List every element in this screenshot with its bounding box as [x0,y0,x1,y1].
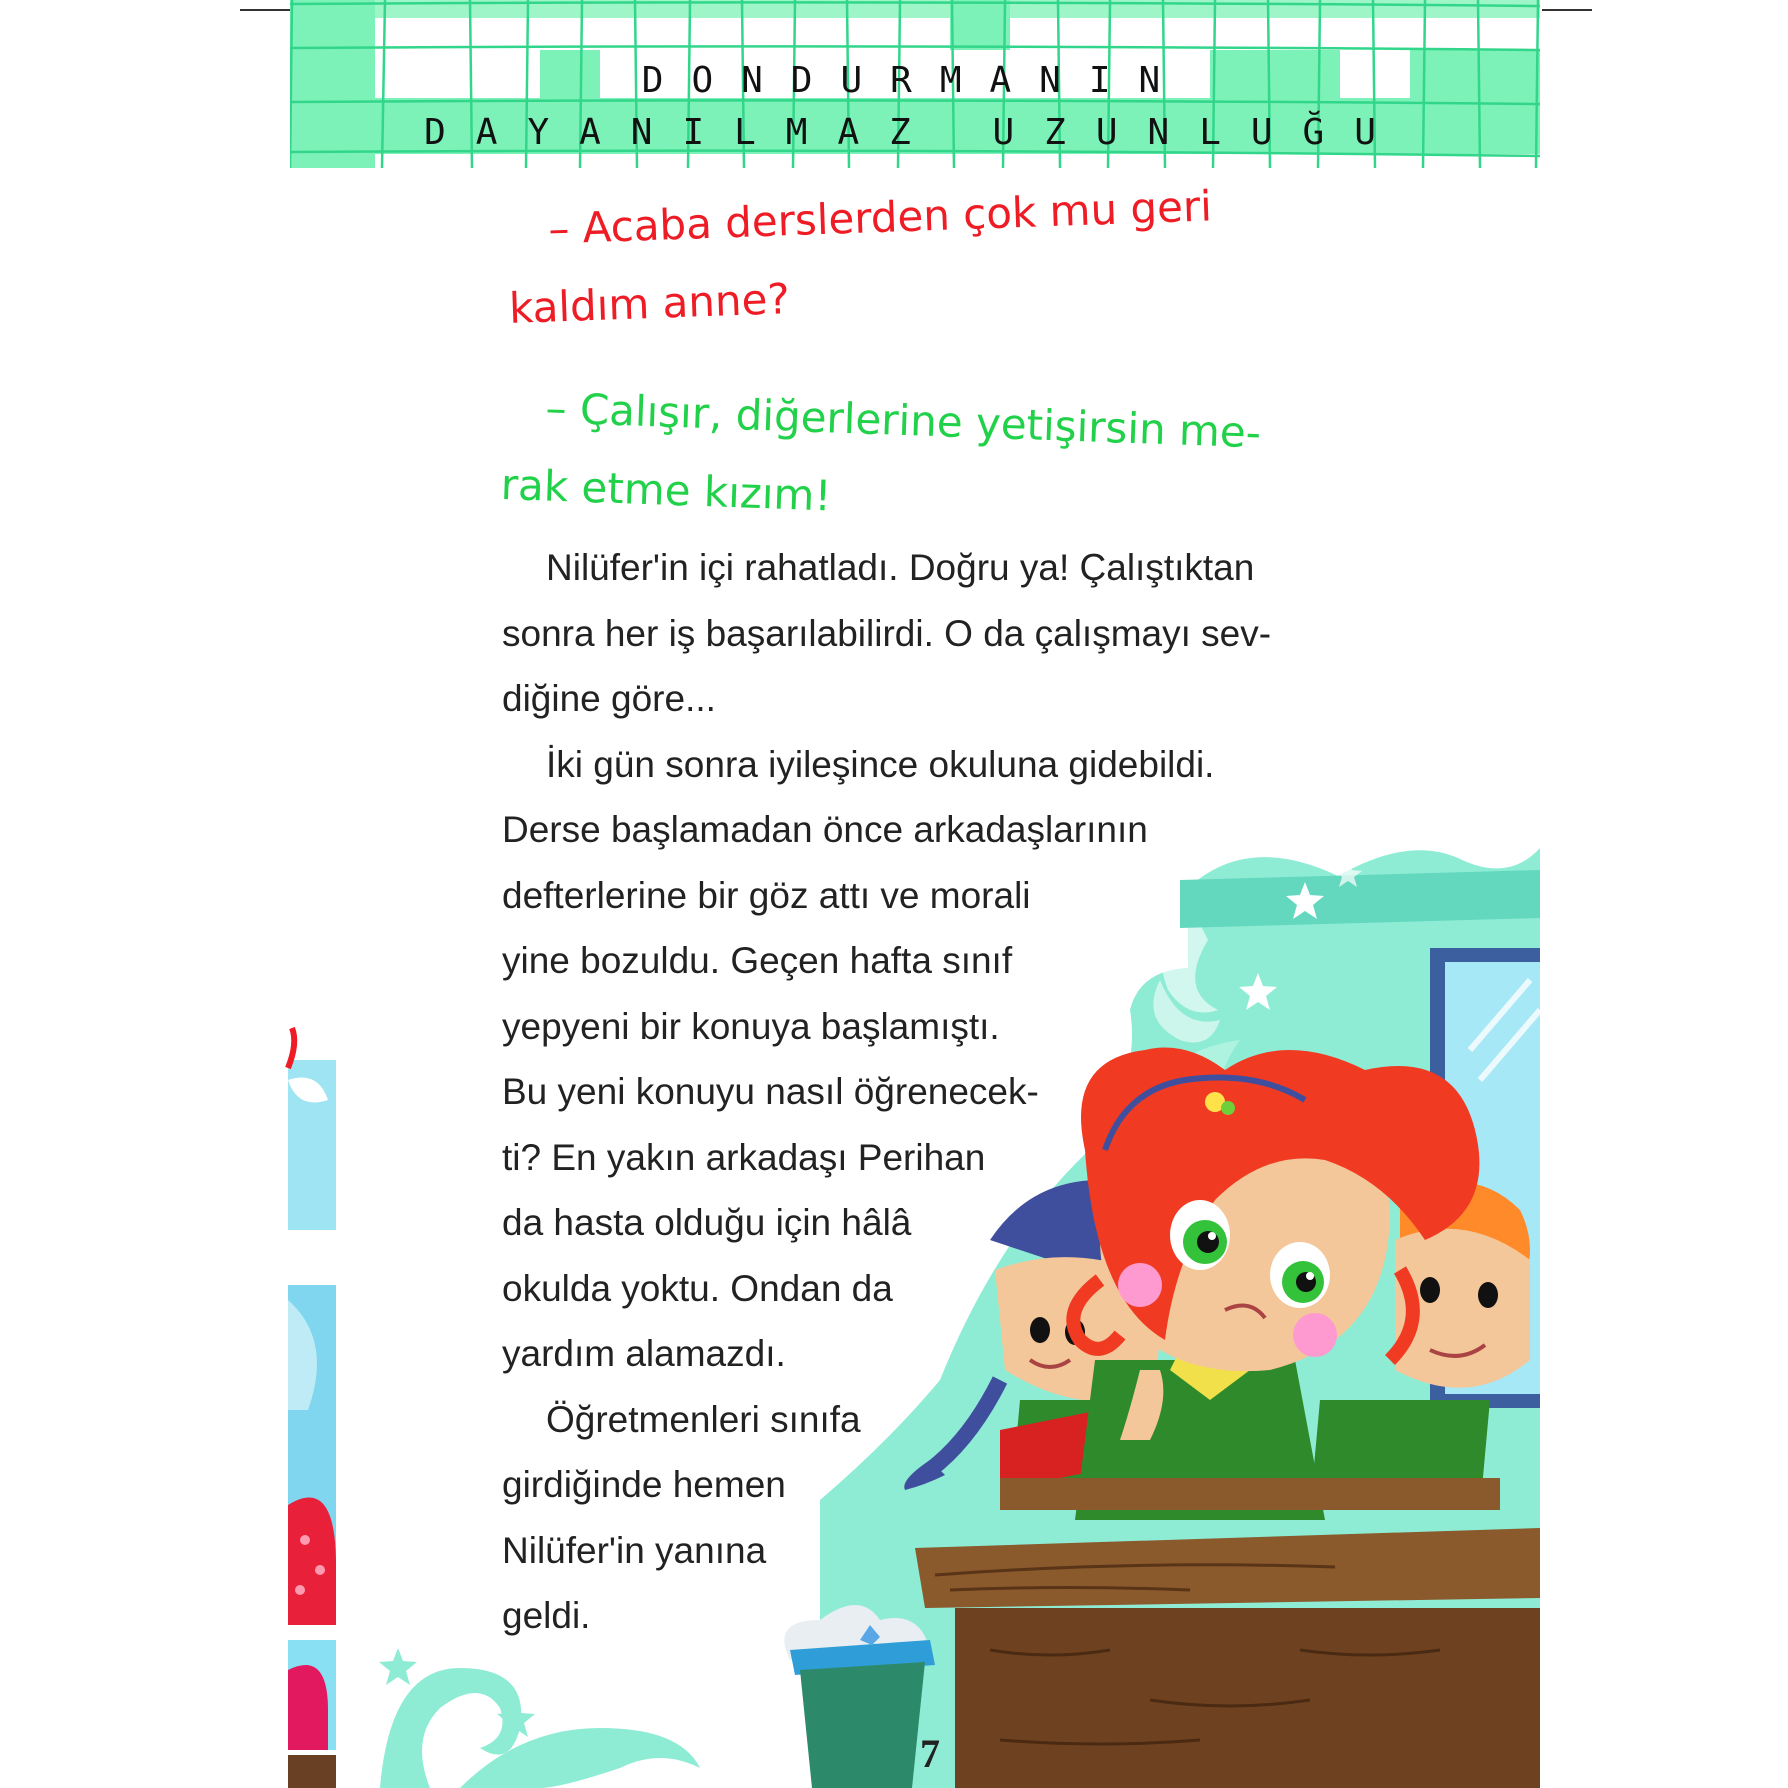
story-line-11: da hasta olduğu için hâlâ [502,1202,912,1243]
story-line-1: Nilüfer'in içi rahatladı. Doğru ya! Çalıştıktan [546,547,1255,588]
story-line-6: defterlerine bir göz attı ve morali [502,874,1031,916]
story-line-12: okulda yoktu. Ondan da [502,1267,893,1309]
story-line-3: diğine göre... [502,678,716,719]
story-line-14: Öğretmenleri sınıfa [546,1398,861,1440]
story-line-4: İki gün sonra iyileşince okuluna gidebildi. [546,743,1215,785]
chapter-title-line-1: DONDURMANIN [641,60,1189,101]
story-line-2: sonra her iş başarılabilirdi. O da çalışmayı sev- [502,612,1272,654]
story-line-13: yardım alamazdı. [502,1333,786,1374]
story-line-9: Bu yeni konuyu nasıl öğrenecek- [502,1071,1039,1112]
story-line-10: ti? En yakın arkadaşı Perihan [502,1136,986,1178]
dialog-answer-line-2: rak etme kızım! [500,459,833,521]
dialog-question-line-2: kaldım anne? [508,274,791,333]
page-number: 7 [920,1731,940,1776]
story-text [502,535,1352,1649]
story-line-8: yepyeni bir konuya başlamıştı. [502,1005,1000,1047]
story-line-17: geldi. [502,1595,591,1636]
dialog-answer-line-1: – Çalışır, diğerlerine yetişirsin me- [544,383,1262,458]
story-line-15: girdiğinde hemen [502,1464,786,1505]
story-line-7: yine bozuldu. Geçen hafta sınıf [502,940,1013,981]
dialog-question-line-1: – Acaba derslerden çok mu geri [547,181,1213,254]
story-line-5: Derse başlamadan önce arkadaşlarının [502,809,1148,850]
story-line-16: Nilüfer'in yanına [502,1529,767,1571]
chapter-title-line-2: DAYANILMAZ UZUNLUĞU [424,112,1406,153]
left-edge-illustration [288,1028,336,1788]
